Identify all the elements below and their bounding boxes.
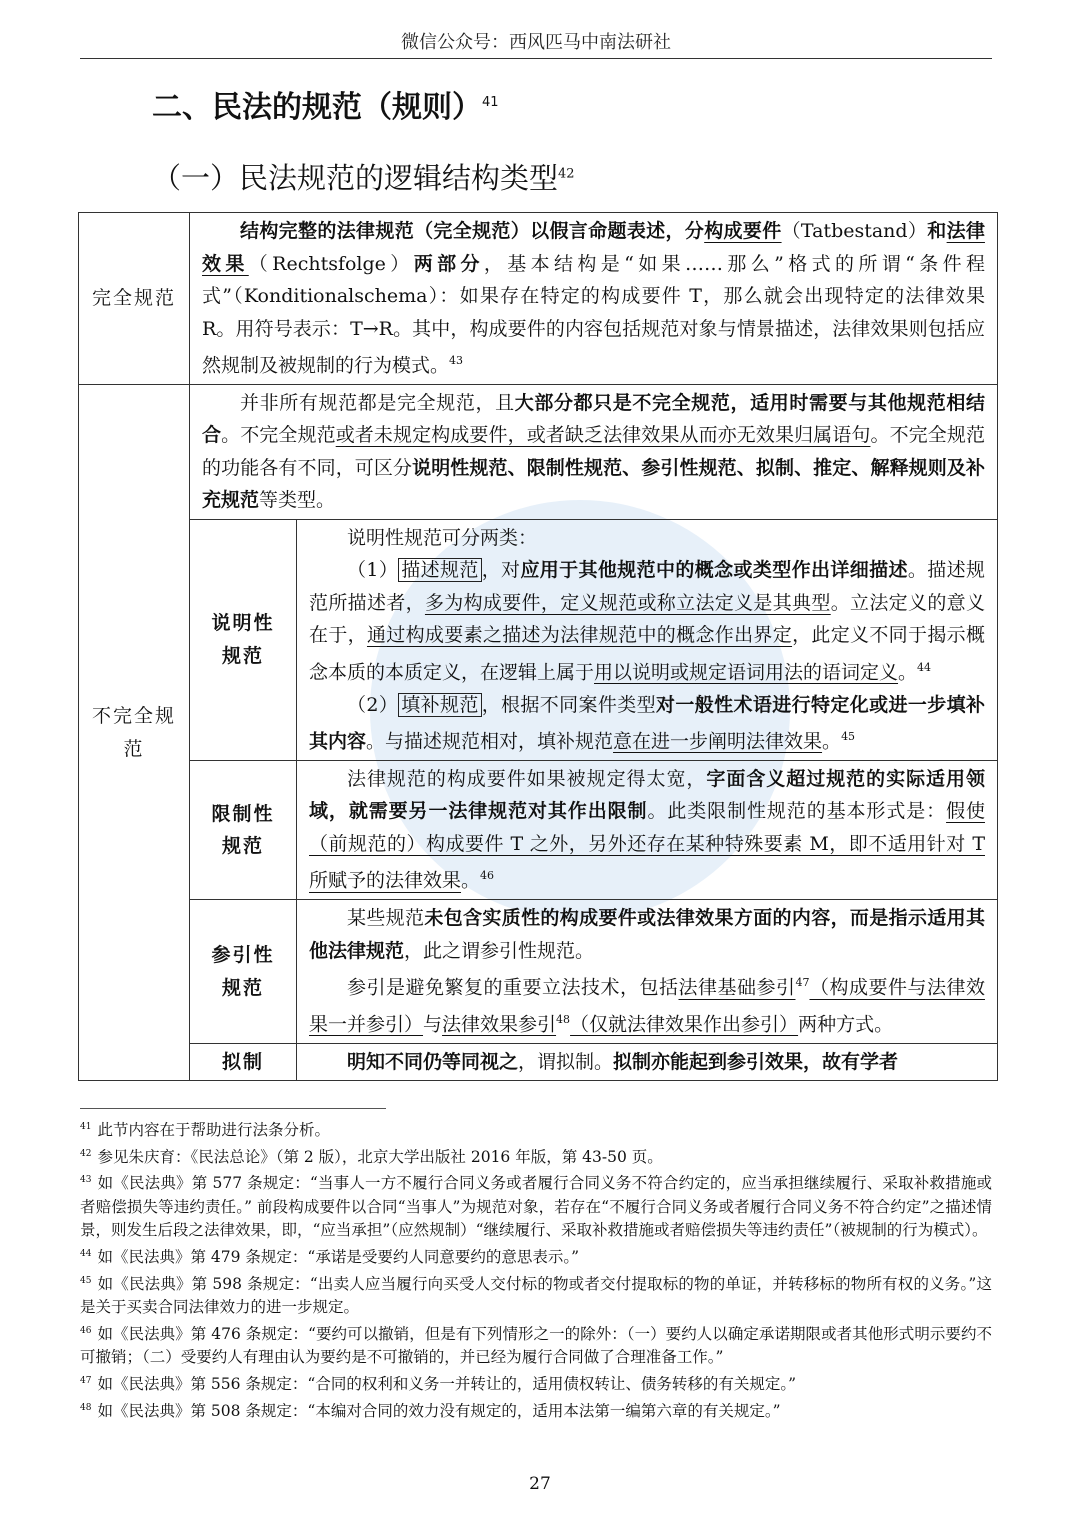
text-run: 与: [423, 1013, 443, 1036]
row-label-restrictive: 限制性规范: [190, 760, 297, 899]
footnote-43: [80, 1169, 992, 1243]
footnote-number: 46: [80, 1325, 92, 1336]
footnote-44: [80, 1243, 992, 1270]
footnote-48: [80, 1397, 992, 1424]
footnote-text: 如《民法典》第 577 条规定：“当事人一方不履行合同义务或者履行合同义务不符合约定的，应当承担继续履行、采取补救措施或者赔偿损失等违约责任。” 前段构成要件以合同“当事人”为规范对象，若存在“不履行合同义务或者履行合同义务不符合约定”之描述情景，则发生后段之法律效果，即，“应当承担”（应然规制）“继续履行、采取补救措施或者赔偿损失等违约责任”（被规制的行为模式）。: [80, 1174, 992, 1240]
subsection-title: [152, 156, 575, 197]
row-label-incomplete: 不完全规范: [79, 384, 190, 1081]
explanatory-para-2: [309, 554, 985, 688]
cell-referential: [297, 900, 998, 1044]
text-run: 法律基础参引: [678, 976, 796, 999]
footnote-ref: 42: [558, 166, 575, 182]
text-run: 。描述规范所描述者，: [309, 559, 985, 614]
page-number: 27: [529, 1474, 551, 1494]
text-run: ，根据不同案件类型: [481, 693, 657, 716]
footnote-41: [80, 1116, 992, 1143]
text-run: 对一般性术语进行特定化或进一步填补其内容: [309, 693, 985, 753]
text-run: 。: [461, 869, 481, 892]
header-rule: [80, 58, 992, 59]
footnote-ref: 41: [482, 95, 499, 110]
subsection-title-text: （一）民法规范的逻辑结构类型: [152, 161, 559, 195]
footnote-ref: 45: [841, 730, 856, 744]
page-header: 微信公众号：西风匹马中南法研社: [401, 32, 671, 53]
text-run: 。不完全规范: [221, 424, 336, 447]
table-row: [79, 1043, 998, 1081]
footnote-number: 43: [80, 1175, 92, 1186]
table-row: [79, 900, 998, 1044]
row-label-complete: 完全规范: [79, 213, 190, 385]
text-run: ，此定义不同于揭示概念本质的本质定义，在逻辑上属于: [309, 624, 985, 684]
text-run: （仅就法律效果作出参引）: [570, 1013, 799, 1036]
text-run: 。: [822, 730, 842, 753]
referential-para-1: [309, 902, 985, 967]
text-run: 等类型。: [259, 489, 336, 512]
footnote-text: 如《民法典》第 556 条规定：“合同的权利和义务一并转让的，适用债权转让、债务转移的有关规定。”: [97, 1375, 796, 1394]
footnote-ref: 47: [795, 976, 810, 990]
text-run: ，谓拟制。: [518, 1050, 614, 1073]
footnote-number: 48: [80, 1402, 92, 1413]
footnote-42: [80, 1143, 992, 1170]
cell-restrictive: [297, 760, 998, 899]
referential-para-2: [309, 967, 985, 1041]
text-run: 用以说明或规定语词用法的语词定义: [594, 661, 899, 684]
text-run: ，基本结构是“如果……那么”格式的所谓“条件程式”（Konditionalschema）：如果存在特定的构成要件 T，那么就会出现特定的法律效果 R。用符号表示：T→R。其中，构成要件的内容包括规范对象与情景描述，法律效果则包括应然规制及被规制的行为模式。: [202, 252, 985, 377]
footnote-ref: 48: [556, 1013, 571, 1027]
table-row: [79, 519, 998, 760]
footnote-number: 44: [80, 1248, 92, 1259]
footnote-47: [80, 1370, 992, 1397]
text-run: 说明性规范、限制性规范、参引性规范、拟制、推定、解释规则及补充规范: [202, 456, 985, 512]
text-run: 说明性规范可分两类：: [347, 526, 538, 549]
table-row: [79, 213, 998, 385]
text-run: （Rechtsfolge）: [248, 252, 414, 275]
text-run: （Tatbestand）: [781, 220, 928, 242]
footnote-ref: 44: [917, 660, 932, 674]
text-run: 未包含实质性的构成要件或法律效果方面的内容，而是指示适用其他法律规范: [309, 907, 985, 962]
text-run: 假使（前规范的）构成要件 T 之外，另外还存在某种特殊要素 M，即不适用针对 T 所赋予的法律效果: [309, 800, 985, 892]
footnote-46: [80, 1320, 992, 1370]
text-run: （构成要件与法律效果一并参引）: [309, 976, 985, 1036]
text-run: 结构完整的法律规范（完全规范）以假言命题表述，分: [240, 220, 705, 242]
text-run: 两部分: [413, 252, 484, 275]
section-title-text: 二、民法的规范（规则）: [152, 90, 482, 125]
text-run: 两种方式。: [798, 1013, 894, 1036]
cell-fiction: [297, 1043, 998, 1081]
footnote-text: 如《民法典》第 508 条规定：“本编对合同的效力没有规定的，适用本法第一编第六章的有关规定。”: [97, 1401, 781, 1420]
footnote-text: 参见朱庆育：《民法总论》（第 2 版），北京大学出版社 2016 年版，第 43-50 页。: [97, 1147, 663, 1166]
row-label-referential: 参引性规范: [190, 900, 297, 1044]
text-run: 参引是避免繁复的重要立法技术，包括: [347, 976, 679, 999]
text-run: 。不完全规范的功能各有不同，可区分: [202, 424, 985, 479]
norm-structure-table: [78, 212, 998, 1081]
boxed-term: 描述规范: [398, 558, 481, 582]
footnote-text: 如《民法典》第 476 条规定：“要约可以撤销，但是有下列情形之一的除外：（一）要约人以确定承诺期限或者其他形式明示要约不可撤销；（二）受要约人有理由认为要约是不可撤销的，并已经为履行合同做了合理准备工作。”: [80, 1324, 992, 1367]
text-run: 大部分都只是不完全规范，适用时需要与其他规范相结合: [202, 391, 985, 447]
text-run: 字面含义超过规范的实际适用领域，就需要另一法律规范对其作出限制: [309, 767, 985, 823]
text-run: 和: [927, 220, 947, 242]
row-label-explanatory: 说明性规范: [190, 519, 297, 760]
restrictive-para-1: [309, 763, 985, 897]
text-run: 并非所有规范都是完全规范，且: [240, 391, 515, 414]
text-run: 多为构成要件，定义规范或称立法定义是其典型: [424, 591, 831, 614]
footnote-text: 此节内容在于帮助进行法条分析。: [97, 1121, 330, 1140]
text-run: 或者未规定构成要件，或者缺乏法律效果从而亦无效果归属语句: [335, 424, 871, 447]
footnote-number: 45: [80, 1275, 92, 1286]
footnote-number: 47: [80, 1375, 92, 1386]
explanatory-para-3: [309, 689, 985, 758]
boxed-term: 填补规范: [398, 693, 481, 717]
text-run: 。立法定义的意义在于，: [309, 591, 985, 647]
explanatory-para-1: [309, 522, 985, 555]
text-run: 通过构成要素之描述为法律规范中的概念作出界定: [366, 624, 793, 647]
section-title: [152, 82, 499, 126]
text-run: ，此之谓参引性规范。: [404, 939, 595, 962]
text-run: 应用于其他规范中的概念或类型作出详细描述: [520, 559, 908, 582]
fiction-para-1: [309, 1046, 985, 1079]
text-run: 拟制亦能起到参引效果，故有学者: [613, 1050, 899, 1073]
text-run: （2）: [347, 693, 399, 716]
text-run: （1）: [347, 559, 399, 582]
text-run: 构成要件: [704, 220, 782, 242]
text-run: 。与描述规范相对，填补规范: [366, 730, 614, 753]
footnote-rule: [80, 1108, 386, 1109]
footnote-number: 42: [80, 1148, 92, 1159]
cell-explanatory: [297, 519, 998, 760]
complete-paragraph: [202, 215, 985, 382]
footnote-number: 41: [80, 1122, 92, 1132]
text-run: 法律效果: [202, 220, 985, 275]
text-run: ，对: [481, 559, 521, 582]
cell-incomplete-intro: [190, 384, 998, 519]
text-run: 某些规范: [347, 907, 425, 930]
text-run: 。此类限制性规范的基本形式是：: [647, 800, 947, 823]
incomplete-intro-paragraph: [202, 387, 985, 517]
text-run: 法律效果参引: [442, 1013, 557, 1036]
row-label-fiction: 拟制: [190, 1043, 297, 1081]
footnote-ref: 46: [480, 869, 495, 883]
footnote-text: 如《民法典》第 479 条规定：“承诺是受要约人同意要约的意思表示。”: [97, 1248, 579, 1267]
text-run: 明知不同仍等同视之: [347, 1050, 519, 1073]
table-row: [79, 384, 998, 519]
footnote-ref: 43: [449, 354, 464, 367]
footnote-45: [80, 1270, 992, 1320]
text-run: 。: [898, 661, 918, 684]
footnote-text: 如《民法典》第 598 条规定：“出卖人应当履行向买受人交付标的物或者交付提取标的物的单证，并转移标的物所有权的义务。”这是关于买卖合同法律效力的进一步规定。: [80, 1274, 992, 1317]
text-run: 法律规范的构成要件如果被规定得太宽，: [347, 767, 707, 790]
footnotes: [80, 1116, 992, 1423]
cell-complete: [190, 213, 998, 385]
table-row: [79, 760, 998, 899]
text-run: 意在进一步阐明法律效果: [613, 730, 823, 753]
